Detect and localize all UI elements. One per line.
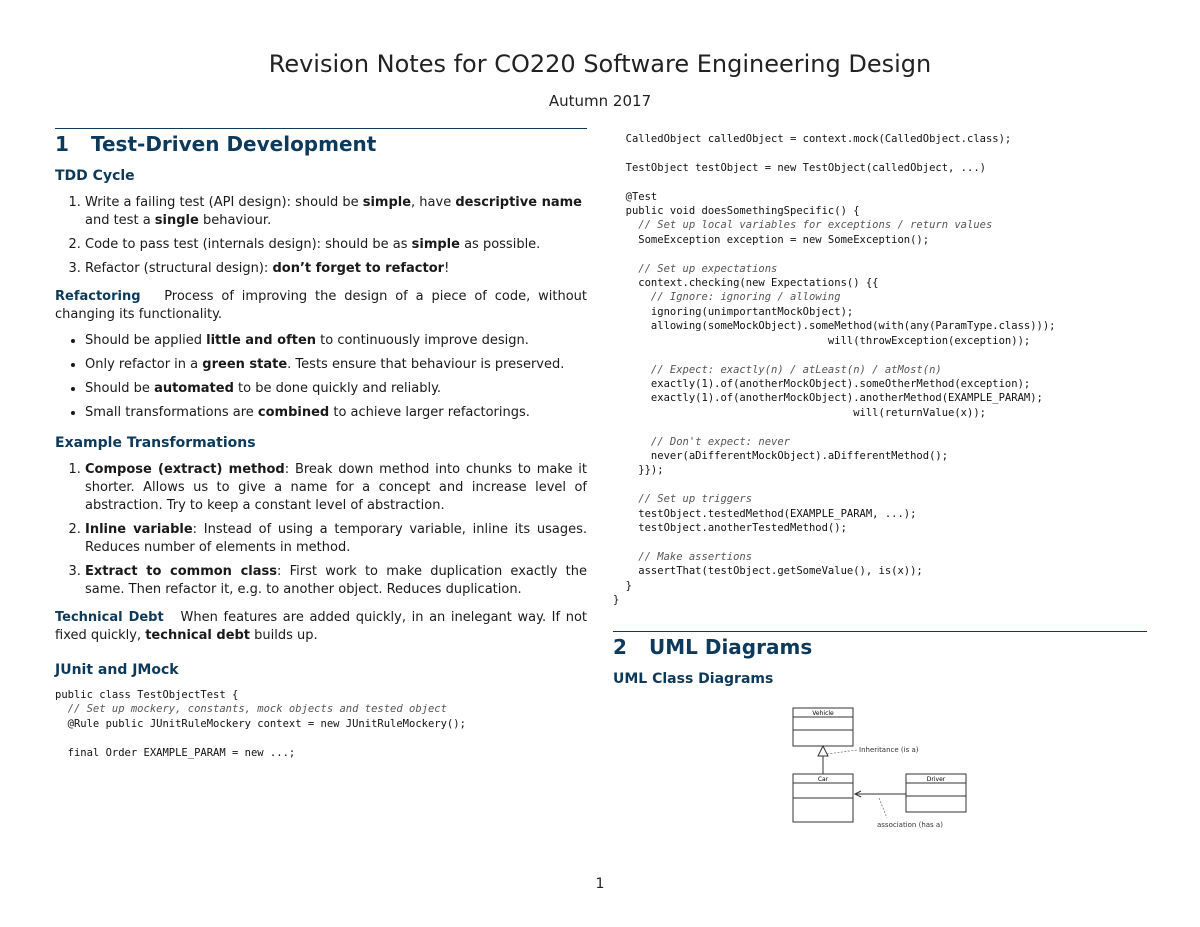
emphasis: combined — [257, 405, 330, 420]
inheritance-arrow-icon — [818, 746, 828, 756]
text: , have — [411, 195, 456, 210]
code-line: allowing(someMockObject).someMethod(with(any(ParamType.class))); — [613, 320, 1056, 333]
association-pointer — [879, 798, 887, 818]
term: Refactoring — [55, 289, 141, 304]
uml-class-name: Car — [817, 776, 829, 784]
text: as possible. — [459, 237, 541, 252]
text: Write a failing test (API design): should be — [85, 195, 363, 210]
document-title: Revision Notes for CO220 Software Engineering Design — [268, 50, 932, 78]
code-line: exactly(1).of(anotherMockObject).someOtherMethod(exception); — [613, 377, 1031, 390]
code-line: SomeException exception = new SomeException(); — [613, 233, 930, 246]
section-title: UML Diagrams — [649, 635, 813, 660]
code-block-left — [55, 688, 587, 760]
code-comment: // Make assertions — [613, 550, 753, 563]
list-item — [85, 563, 587, 599]
text: behaviour. — [198, 213, 272, 228]
list-item — [85, 521, 587, 557]
text: and test a — [85, 213, 155, 228]
code-line: context.checking(new Expectations() {{ — [613, 277, 879, 290]
left-column — [55, 128, 587, 760]
code-line: @Rule public JUnitRuleMockery context = new JUnitRuleMockery(); — [55, 717, 466, 730]
list-item — [85, 236, 587, 254]
emphasis: simple — [411, 237, 460, 252]
text: to be done quickly and reliably. — [233, 381, 442, 396]
emphasis: Compose (extract) method — [85, 462, 285, 477]
text: builds up. — [250, 628, 318, 643]
emphasis: little and often — [206, 333, 317, 348]
technical-debt-paragraph — [55, 609, 587, 645]
list-item — [85, 380, 587, 398]
uml-class-driver — [906, 774, 966, 812]
text: : Instead of using a temporary variable, inline its usages. Reduces number of elements in method. — [85, 522, 587, 555]
emphasis: technical debt — [145, 628, 251, 643]
tdd-cycle-heading: TDD Cycle — [55, 168, 135, 184]
text: Refactor (structural design): — [85, 261, 273, 276]
list-item — [85, 260, 587, 278]
code-line: } — [613, 594, 620, 606]
code-line: } — [613, 579, 632, 592]
code-line: exactly(1).of(anotherMockObject).anotherMethod(EXAMPLE_PARAM); — [613, 392, 1043, 405]
list-item — [85, 461, 587, 515]
section-rule — [613, 631, 1147, 632]
emphasis: single — [154, 213, 199, 228]
text: . Tests ensure that behaviour is preserved. — [287, 357, 565, 372]
junit-jmock-heading: JUnit and JMock — [55, 662, 179, 678]
code-line: testObject.anotherTestedMethod(); — [613, 521, 847, 534]
emphasis: green state — [202, 357, 288, 372]
definition: When features are added quickly, in an inelegant way. If not fixed quickly, — [55, 610, 587, 643]
code-line: @Test — [613, 190, 658, 203]
code-line: testObject.testedMethod(EXAMPLE_PARAM, ...); — [613, 507, 917, 520]
code-comment: // Set up mockery, constants, mock objects and tested object — [55, 703, 447, 716]
code-line: will(throwException(exception)); — [613, 334, 1031, 347]
emphasis: don’t forget to refactor — [272, 261, 445, 276]
section-title: Test-Driven Development — [91, 132, 377, 156]
code-line: ignoring(unimportantMockObject); — [613, 305, 854, 318]
page-number: 1 — [595, 876, 605, 892]
emphasis: automated — [154, 381, 234, 396]
definition: Process of improving the design of a piece of code, without changing its functionality. — [55, 289, 587, 322]
code-comment: // Set up triggers — [613, 493, 753, 506]
code-comment: // Expect: exactly(n) / atLeast(n) / atMost(n) — [613, 363, 942, 376]
uml-class-name: Driver — [926, 776, 946, 784]
tdd-cycle-list — [55, 194, 587, 278]
section-1-heading — [55, 132, 587, 156]
code-line: public class TestObjectTest { — [55, 689, 239, 701]
refactoring-list — [55, 332, 587, 422]
list-item — [85, 332, 587, 350]
code-comment: // Don't expect: never — [613, 435, 791, 448]
uml-class-car — [793, 774, 853, 822]
code-line: TestObject testObject = new TestObject(calledObject, ...) — [613, 161, 986, 174]
list-item — [85, 356, 587, 374]
example-transformations-list — [55, 461, 587, 599]
code-comment: // Set up local variables for exceptions / return values — [613, 219, 993, 232]
text: ! — [444, 261, 450, 276]
inheritance-label: Inheritance (is a) — [859, 746, 919, 755]
inheritance-pointer — [827, 750, 857, 754]
refactoring-paragraph — [55, 288, 587, 324]
text: : Break down method into chunks to make it shorter. Allows us to give a name for a concept and increase level of abstraction. Try to keep a constant level of abstraction. — [85, 462, 587, 513]
uml-class-name: Vehicle — [812, 710, 834, 718]
code-line: assertThat(testObject.getSomeValue(), is(x)); — [613, 565, 923, 578]
section-number: 2 — [613, 635, 627, 660]
section-rule — [55, 128, 587, 129]
code-line: never(aDifferentMockObject).aDifferentMethod(); — [613, 449, 949, 462]
text: : First work to make duplication exactly the same. Then refactor it, e.g. to another object. Reduces duplication. — [85, 564, 587, 597]
text: to continuously improve design. — [316, 333, 529, 348]
association-label: association (has a) — [877, 821, 943, 830]
uml-class-vehicle — [793, 708, 853, 746]
example-transformations-heading: Example Transformations — [55, 435, 256, 451]
code-line: final Order EXAMPLE_PARAM = new ...; — [55, 746, 296, 759]
section-2-heading — [613, 635, 1147, 660]
text: Only refactor in a — [85, 357, 203, 372]
emphasis: Inline variable — [85, 522, 193, 537]
text: Should be applied — [85, 333, 207, 348]
document-subtitle: Autumn 2017 — [548, 92, 652, 110]
list-item — [85, 194, 587, 230]
code-line: will(returnValue(x)); — [613, 406, 986, 419]
code-line: }}); — [613, 464, 664, 477]
code-comment: // Set up expectations — [613, 262, 778, 275]
text: Code to pass test (internals design): should be as — [85, 237, 412, 252]
emphasis: descriptive name — [455, 195, 582, 210]
text: to achieve larger refactorings. — [329, 405, 530, 420]
term: Technical Debt — [55, 610, 164, 625]
code-line: public void doesSomethingSpecific() { — [613, 205, 860, 218]
code-line: CalledObject calledObject = context.mock(CalledObject.class); — [613, 133, 1012, 145]
text: Should be — [85, 381, 155, 396]
text: Small transformations are — [85, 405, 258, 420]
uml-class-diagram — [791, 706, 971, 831]
code-block-right — [613, 132, 1147, 607]
emphasis: simple — [362, 195, 412, 210]
code-comment: // Ignore: ignoring / allowing — [613, 291, 841, 304]
emphasis: Extract to common class — [85, 564, 277, 579]
list-item — [85, 404, 587, 422]
section-number: 1 — [55, 132, 69, 156]
right-column — [613, 128, 1147, 831]
uml-class-diagrams-heading: UML Class Diagrams — [613, 671, 774, 688]
